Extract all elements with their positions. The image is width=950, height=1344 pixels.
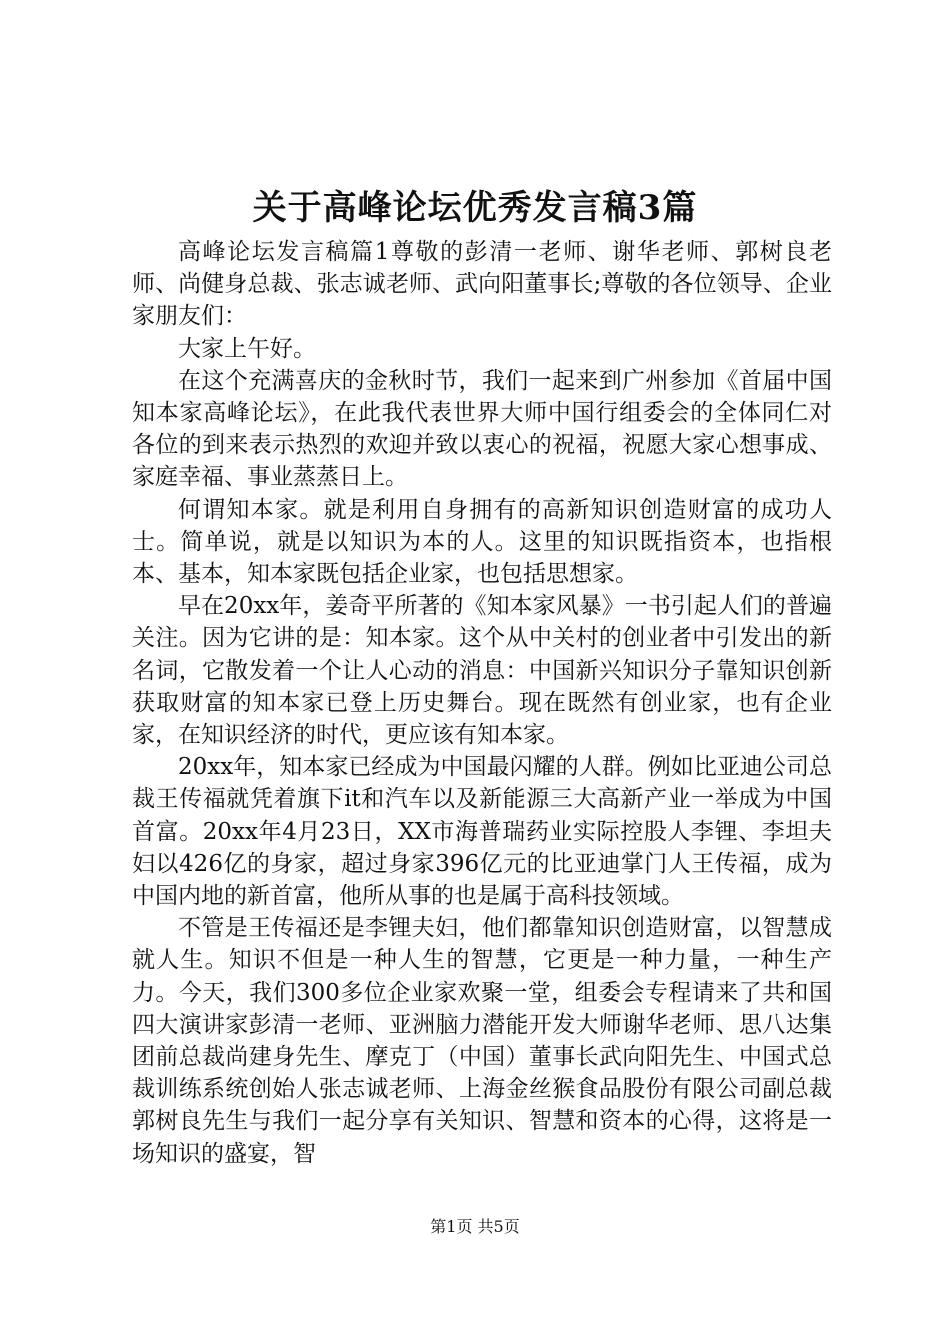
document-body — [132, 236, 832, 1170]
paragraph: 早在20xx年，姜奇平所著的《知本家风暴》一书引起人们的普遍关注。因为它讲的是：知本家。这个从中关村的创业者中引发出的新名词，它散发着一个让人心动的消息：中国新兴知识分子靠知识创新获取财富的知本家已登上历史舞台。现在既然有创业家，也有企业家，在知识经济的时代，更应该有知本家。 — [132, 593, 832, 749]
paragraph: 大家上午好。 — [178, 335, 316, 362]
paragraph: 20xx年，知本家已经成为中国最闪耀的人群。例如比亚迪公司总裁王传福就凭着旗下it和汽车以及新能源三大高新产业一举成为中国首富。20xx年4月23日，XX市海普瑞药业实际控股人李锂、李坦夫妇以426亿的身家，超过身家396亿元的比亚迪掌门人王传福，成为中国内地的新首富，他所从事的也是属于高科技领域。 — [132, 754, 832, 910]
paragraph: 不管是王传福还是李锂夫妇，他们都靠知识创造财富，以智慧成就人生。知识不但是一种人生的智慧，它更是一种力量，一种生产力。今天，我们300多位企业家欢聚一堂，组委会专程请来了共和国四大演讲家彭清一老师、亚洲脑力潜能开发大师谢华老师、思八达集团前总裁尚建身先生、摩克丁（中国）董事长武向阳先生、中国式总裁训练系统创始人张志诚老师、上海金丝猴食品股份有限公司副总裁郭树良先生与我们一起分享有关知识、智慧和资本的心得，这将是一场知识的盛宴，智 — [132, 915, 832, 1167]
paragraph: 在这个充满喜庆的金秋时节，我们一起来到广州参加《首届中国知本家高峰论坛》，在此我代表世界大师中国行组委会的全体同仁对各位的到来表示热烈的欢迎并致以衷心的祝福，祝愿大家心想事成、家庭幸福、事业蒸蒸日上。 — [132, 367, 832, 491]
document-title: 关于高峰论坛优秀发言稿3篇 — [252, 188, 698, 228]
paragraph: 何谓知本家。就是利用自身拥有的高新知识创造财富的成功人士。简单说，就是以知识为本的人。这里的知识既指资本，也指根本、基本，知本家既包括企业家，也包括思想家。 — [132, 496, 832, 588]
page-number-footer: 第1页 共5页 — [430, 1217, 520, 1236]
paragraph: 高峰论坛发言稿篇1尊敬的彭清一老师、谢华老师、郭树良老师、尚健身总裁、张志诚老师、武向阳董事长;尊敬的各位领导、企业家朋友们： — [132, 239, 832, 330]
